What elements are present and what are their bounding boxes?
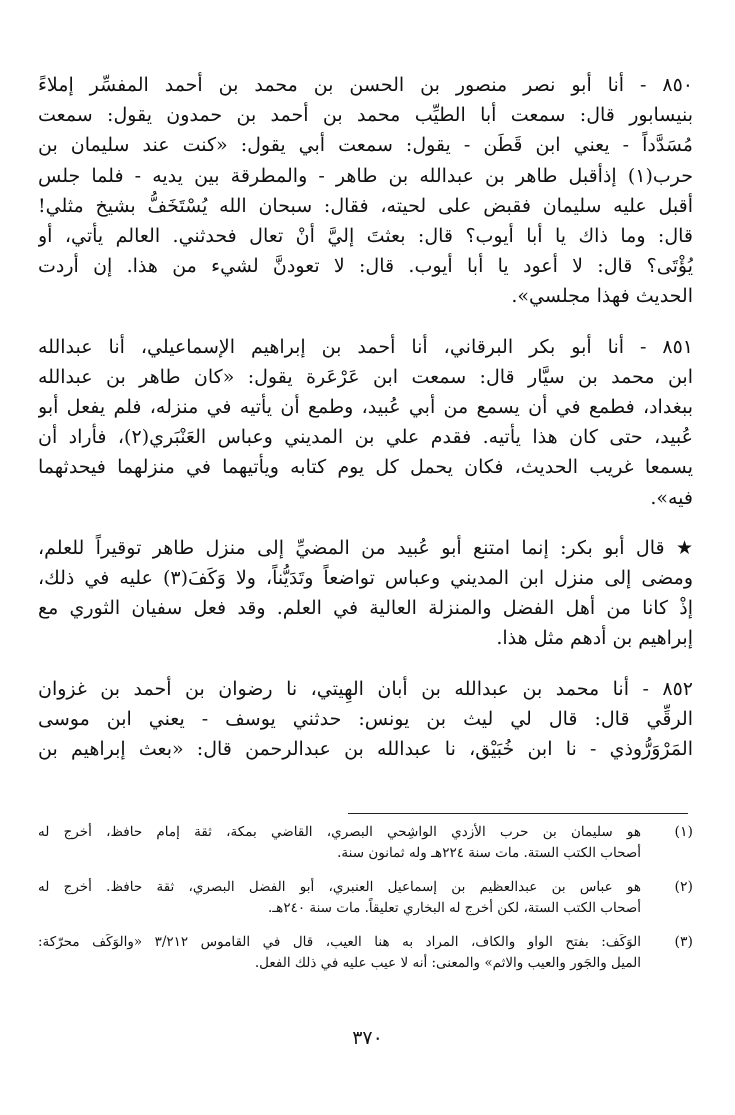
text-line: مُسَدَّداً - يعني ابن قَطَن - يقول: سمعت أبي يقول: «كنت عند سليمان بن: [38, 134, 693, 157]
footnote-line: الوَكَف: بفتح الواو والكاف، المراد به هنا العيب، قال في القاموس ٣/٢١٢ «والوَكَف محرّكة:: [38, 934, 641, 950]
page-number: ٣٧٠: [352, 1027, 383, 1049]
footnote-1: [38, 822, 693, 864]
footnote-number: (٣): [674, 934, 693, 950]
paragraph-851: [38, 332, 693, 513]
text-line: ومضى إلى منزل ابن المديني وعباس تواضعاً وتَدَيُّناً، ولا وَكَفَ(٣) عليه في ذلك،: [38, 567, 693, 590]
text-line: ببغداد، فطمع في أن يسمع من أبي عُبيد، وطمع أن يأتيه في منزله، فلم يفعل أبو: [38, 396, 693, 419]
footnote-3: [38, 932, 693, 974]
text-line: عُبيد، حتى كان هذا يأتيه. فقدم علي بن المديني وعباس العَنْبَري(٢)، فأراد أن: [38, 426, 693, 449]
footnotes: [38, 822, 693, 987]
footnote-line: الميل والجَور والعيب والاثم» والمعنى: أنه لا عيب عليه في ذلك الفعل.: [254, 955, 641, 971]
text-line: إذْ كانا من أهل الفضل والمنزلة العالية في العلم. وقد فعل سفيان الثوري مع: [38, 597, 693, 620]
text-line: ٨٥١ - أنا أبو بكر البرقاني، أنا أحمد بن إبراهيم الإسماعيلي، أنا عبدالله: [38, 335, 693, 358]
footnote-line: هو عباس بن عبدالعظيم بن إسماعيل العنبري، أبو الفضل البصري، ثقة حافظ. أخرج له: [38, 879, 641, 895]
text-line: ٨٥٠ - أنا أبو نصر منصور بن الحسن بن محمد بن أحمد المفسِّر إملاءً: [38, 74, 693, 96]
text-line: ★ قال أبو بكر: إنما امتنع أبو عُبيد من المضيِّ إلى منزل طاهر توقيراً للعلم،: [38, 536, 693, 559]
text-line: قال: وما ذاك يا أبا أيوب؟ قال: بعثتَ إليَّ أنْ تعال فحدثني. العالم يأتي، أو: [38, 225, 693, 248]
text-line: أقبل عليه سليمان فقبض على لحيته، فقال: سبحان الله يُسْتَخَفُّ بشيخ مثلي!: [38, 194, 693, 217]
text-line: يُؤْتَى؟ قال: لا أعود يا أبا أيوب. قال: لا تعودنَّ لشيء من هذا. إن أردت: [38, 255, 693, 278]
text-line: ٨٥٢ - أنا محمد بن عبدالله بن أبان الهِيتي، نا رضوان بن أحمد بن غزوان: [38, 677, 693, 700]
text-line: المَرْوَرُّوذي - نا ابن خُبَيْق، نا عبدالله بن عبدالرحمن قال: «بعث إبراهيم بن: [38, 738, 693, 761]
text-line: يسمعا غريب الحديث، فكان يحمل كل يوم كتابه ويأتيهما في منزلهما فيحدثهما: [38, 456, 693, 479]
text-line: حرب(١) إذأقبل طاهر بن عبدالله بن طاهر - والمطرقة بين يديه - فلما جلس: [38, 164, 693, 187]
text-line: فيه».: [650, 486, 693, 509]
text-line: الحديث فهذا مجلسي».: [511, 285, 693, 308]
main-text: [38, 70, 693, 784]
footnote-line: هو سليمان بن حرب الأزدي الواشِحي البصري، القاضي بمكة، ثقة إمام حافظ، أخرج له: [38, 824, 641, 840]
footnote-number: (٢): [674, 879, 693, 895]
text-line: ابن محمد بن سيَّار قال: سمعت ابن عَرْعَرة يقول: «كان طاهر بن عبدالله: [38, 365, 693, 388]
text-line: بنيسابور قال: سمعت أبا الطيِّب محمد بن أحمد بن حمدون يقول: سمعت: [38, 104, 693, 127]
footnote-line: أصحاب الكتب الستة. مات سنة ٢٢٤هـ وله ثمانون سنة.: [337, 845, 641, 861]
paragraph-comment: [38, 533, 693, 654]
paragraph-850: [38, 70, 693, 312]
footnote-line: أصحاب الكتب الستة، لكن أخرج له البخاري تعليقاً. مات سنة ٢٤٠هـ.: [267, 900, 641, 916]
footnote-number: (١): [674, 824, 693, 840]
footnote-2: [38, 877, 693, 919]
text-line: إبراهيم بن أدهم مثل هذا.: [496, 627, 693, 650]
text-line: الرقِّي قال: قال لي ليث بن يونس: حدثني يوسف - يعني ابن موسى: [38, 707, 693, 730]
paragraph-852: [38, 674, 693, 765]
footnote-divider: [348, 813, 688, 814]
